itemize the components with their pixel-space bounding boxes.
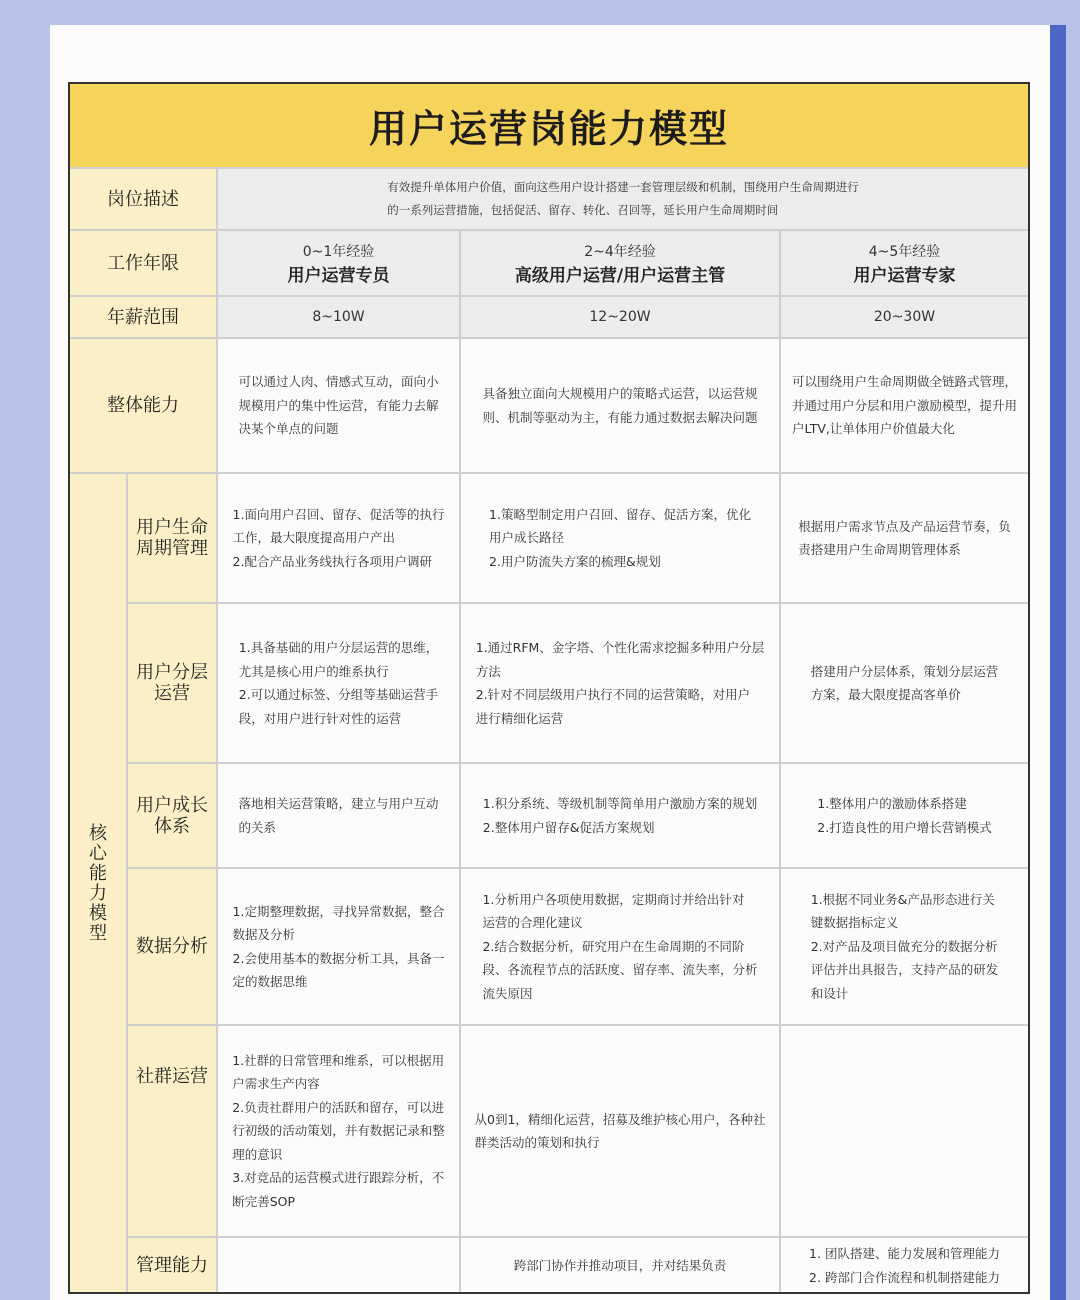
overall-label: 整体能力 [107, 395, 179, 416]
job-desc-label: 岗位描述 [107, 188, 179, 210]
core-cell [460, 763, 780, 868]
core-cell-text: 1.分析用户各项使用数据，定期商讨并给出针对 运营的合理化建议 2.结合数据分析，研究用户在生命周期的不同阶 段、各流程节点的活跃度、留存率、流失率，分析 流失原因 [482, 891, 758, 1001]
core-cell [217, 473, 460, 603]
core-row-label: 数据分析 [136, 936, 208, 957]
right-edge-bar [1050, 25, 1066, 1300]
work-years-label: 工作年限 [107, 252, 179, 274]
core-cell [460, 1237, 780, 1294]
core-cell [460, 603, 780, 763]
salary-value-3: 20~30W [873, 309, 936, 325]
core-cell-text: 1.通过RFM、金字塔、个性化需求挖掘多种用户分层 方法 2.针对不同层级用户执行不同的运营策略，对用户 进行精细化运营 [475, 640, 765, 726]
core-cell [460, 868, 780, 1025]
level-2-years: 2~4年经验 [584, 243, 656, 260]
core-cell [780, 603, 1029, 763]
overall-cell-3 [780, 338, 1029, 473]
core-cell [780, 473, 1029, 603]
core-row-label: 用户生命 周期管理 [136, 517, 208, 559]
core-row-label: 社群运营 [136, 1066, 208, 1087]
core-row-label: 用户分层 运营 [136, 662, 208, 704]
salary-cell-1 [217, 296, 460, 338]
level-1-years: 0~1年经验 [302, 243, 375, 260]
overall-text-1: 可以通过人肉、情感式互动，面向小 规模用户的集中性运营，有能力去解 决某个单点的问题 [238, 374, 439, 437]
core-cell-text: 1.根据不同业务&产品形态进行关 键数据指标定义 2.对产品及项目做充分的数据分析 评估并出具报告，支持产品的研发 和设计 [810, 891, 999, 1001]
core-row-label: 用户成长 体系 [136, 794, 208, 837]
core-cell-text: 1.具备基础的用户分层运营的思维， 尤其是核心用户的维系执行 2.可以通过标签、分组等基础运营手 段，对用户进行针对性的运营 [238, 640, 439, 726]
core-cell [780, 1025, 1029, 1237]
core-row-label-cell [127, 868, 217, 1025]
core-row-label-cell [127, 603, 217, 763]
level-3-header [780, 230, 1029, 296]
core-cell [217, 763, 460, 868]
core-cell-text: 1.面向用户召回、留存、促活等的执行 工作，最大限度提高用户产出 2.配合产品业务线执行各项用户调研 [232, 506, 445, 569]
overall-cell-1 [217, 338, 460, 473]
core-cell [217, 603, 460, 763]
core-model-label-cell [69, 473, 127, 1294]
core-cell [780, 1237, 1029, 1294]
core-cell-text: 1.整体用户的激励体系搭建 2.打造良性的用户增长营销模式 [817, 796, 992, 835]
level-1-role: 用户运营专员 [287, 265, 390, 286]
core-cell-text: 1.社群的日常管理和维系，可以根据用 户需求生产内容 2.负责社群用户的活跃和留存，可以进 行初级的活动策划，并有数据记录和整 理的意识 3.对竞品的运营模式进行跟踪分析，不 断完善SOP [232, 1052, 445, 1209]
overall-text-2: 具备独立面向大规模用户的策略式运营，以运营规 则、机制等驱动为主，有能力通过数据去解决问题 [482, 386, 758, 425]
page-title: 用户运营岗能力模型 [368, 107, 729, 151]
core-cell-text: 搭建用户分层体系，策划分层运营 方案，最大限度提高客单价 [810, 663, 999, 702]
core-row-label-cell [127, 473, 217, 603]
salary-cell-2 [460, 296, 780, 338]
level-2-header [460, 230, 780, 296]
salary-label-cell [69, 296, 217, 338]
core-cell [780, 763, 1029, 868]
core-cell-text: 1.策略型制定用户召回、留存、促活方案，优化 用户成长路径 2.用户防流失方案的梳理&规划 [489, 506, 751, 569]
title-banner [68, 82, 1030, 168]
core-cell-text: 落地相关运营策略，建立与用户互动 的关系 [238, 796, 439, 835]
core-cell [217, 1237, 460, 1294]
core-cell [780, 868, 1029, 1025]
job-desc-cell [217, 168, 1029, 230]
level-2-role: 高级用户运营/用户运营主管 [514, 265, 726, 286]
core-cell [460, 1025, 780, 1237]
level-3-years: 4~5年经验 [868, 243, 941, 260]
core-row-label-cell [127, 1237, 217, 1294]
core-cell-text: 1.积分系统、等级机制等简单用户激励方案的规划 2.整体用户留存&促活方案规划 [482, 796, 758, 835]
core-row-label-cell [127, 763, 217, 868]
overall-text-3: 可以围绕用户生命周期做全链路式管理， 并通过用户分层和用户激励模型，提升用 户LTV,让单体用户价值最大化 [791, 374, 1017, 437]
overall-label-cell [69, 338, 217, 473]
core-cell-text: 1.定期整理数据，寻找异常数据，整合 数据及分析 2.会使用基本的数据分析工具，具备一 定的数据思维 [232, 903, 445, 989]
core-cell-text: 从0到1，精细化运营，招募及维护核心用户，各种社 群类活动的策划和执行 [474, 1111, 766, 1150]
core-cell-text: 跨部门协作并推动项目，并对结果负责 [513, 1257, 727, 1273]
core-cell [217, 1025, 460, 1237]
core-row-label: 管理能力 [136, 1255, 208, 1276]
work-years-label-cell [69, 230, 217, 296]
job-desc-text: 有效提升单体用户价值，面向这些用户设计搭建一套管理层级和机制，围绕用户生命周期进行 的一系列运营措施，包括促活、留存、转化、召回等，延长用户生命周期时间 [387, 180, 859, 217]
salary-cell-3 [780, 296, 1029, 338]
job-desc-label-cell [69, 168, 217, 230]
core-cell [460, 473, 780, 603]
level-1-header [217, 230, 460, 296]
salary-label: 年薪范围 [107, 306, 179, 328]
overall-cell-2 [460, 338, 780, 473]
core-cell [217, 868, 460, 1025]
level-3-role: 用户运营专家 [853, 265, 956, 286]
core-row-label-cell [127, 1025, 217, 1237]
core-cell-text: 根据用户需求节点及产品运营节奏，负 责搭建用户生命周期管理体系 [798, 518, 1011, 557]
salary-value-2: 12~20W [589, 309, 651, 325]
salary-value-1: 8~10W [312, 309, 365, 325]
core-model-label: 核心能力模型 [89, 822, 107, 944]
core-cell-text: 1. 团队搭建、能力发展和管理能力 2. 跨部门合作流程和机制搭建能力 [809, 1246, 1000, 1285]
